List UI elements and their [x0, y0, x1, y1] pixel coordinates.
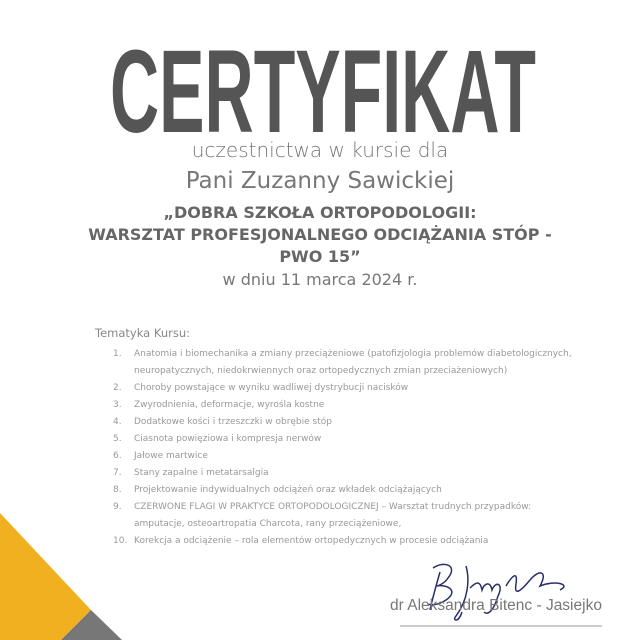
topic-text: Jałowe martwice	[134, 451, 208, 461]
topic-item	[113, 499, 583, 533]
topic-text: Stany zapalne i metatarsalgia	[134, 468, 269, 478]
recipient-name: Pani Zuzanny Sawickiej	[185, 168, 455, 194]
topic-number: 9.	[113, 502, 122, 512]
topic-text: Choroby powstające w wyniku wadliwej dystrybucji nacisków	[134, 383, 409, 393]
topics-list	[113, 346, 583, 550]
title-text: CERTYFIKAT	[110, 40, 536, 140]
signer-name: dr Aleksandra Bitenc - Jasiejko	[390, 597, 602, 614]
topic-item	[113, 533, 583, 550]
topic-item	[113, 346, 583, 380]
topic-number: 1.	[113, 349, 122, 359]
topic-text: Ciasnota powięziowa i kompresja nerwów	[134, 434, 322, 444]
topic-item	[113, 397, 583, 414]
topic-number: 2.	[113, 383, 122, 393]
subtitle: uczestnictwa w kursie dla	[191, 138, 449, 162]
topic-text: Korekcja a odciążenie – rola elementów ortopedycznych w procesie odciążania	[134, 536, 489, 546]
topic-number: 10.	[113, 536, 128, 546]
topic-number: 6.	[113, 451, 122, 461]
topic-text: Projektowanie indywidualnych odciążeń oraz wkładek odciążających	[134, 485, 442, 495]
topic-number: 3.	[113, 400, 122, 410]
topic-text: Dodatkowe kości i trzeszczki w obrębie stóp	[134, 417, 332, 427]
topics-label: Tematyka Kursu:	[95, 326, 191, 340]
topic-number: 7.	[113, 468, 122, 478]
topic-item	[113, 482, 583, 499]
topic-text: Anatomia i biomechanika a zmiany przeciążeniowe (patofizjologia problemów diabetologicznych, neuropatycznych, niedokrwiennych oraz ortopedycznych zmian przeciażeniowych)	[134, 349, 572, 376]
topic-item	[113, 414, 583, 431]
topic-text: CZERWONE FLAGI W PRAKTYCE ORTOPODOLOGICZNEJ – Warsztat trudnych przypadków: amputacje, osteoartropatia Charcota, rany przeciążeniowe,	[134, 502, 532, 529]
course-date: w dniu 11 marca 2024 r.	[222, 270, 418, 289]
topic-item	[113, 448, 583, 465]
certificate-title	[0, 40, 640, 140]
course-title	[0, 202, 640, 268]
topic-number: 8.	[113, 485, 122, 495]
course-title-line: WARSZTAT PROFESJONALNEGO ODCIĄŻANIA STÓP -	[88, 225, 552, 244]
yellow-triangle	[0, 513, 91, 640]
course-title-line: PWO 15”	[279, 247, 361, 266]
topic-number: 5.	[113, 434, 122, 444]
topic-item	[113, 431, 583, 448]
topic-item	[113, 380, 583, 397]
topic-number: 4.	[113, 417, 122, 427]
topic-item	[113, 465, 583, 482]
topic-text: Zwyrodnienia, deformacje, wyrośla kostne	[134, 400, 325, 410]
course-title-line: „DOBRA SZKOŁA ORTOPODOLOGII:	[163, 203, 477, 222]
